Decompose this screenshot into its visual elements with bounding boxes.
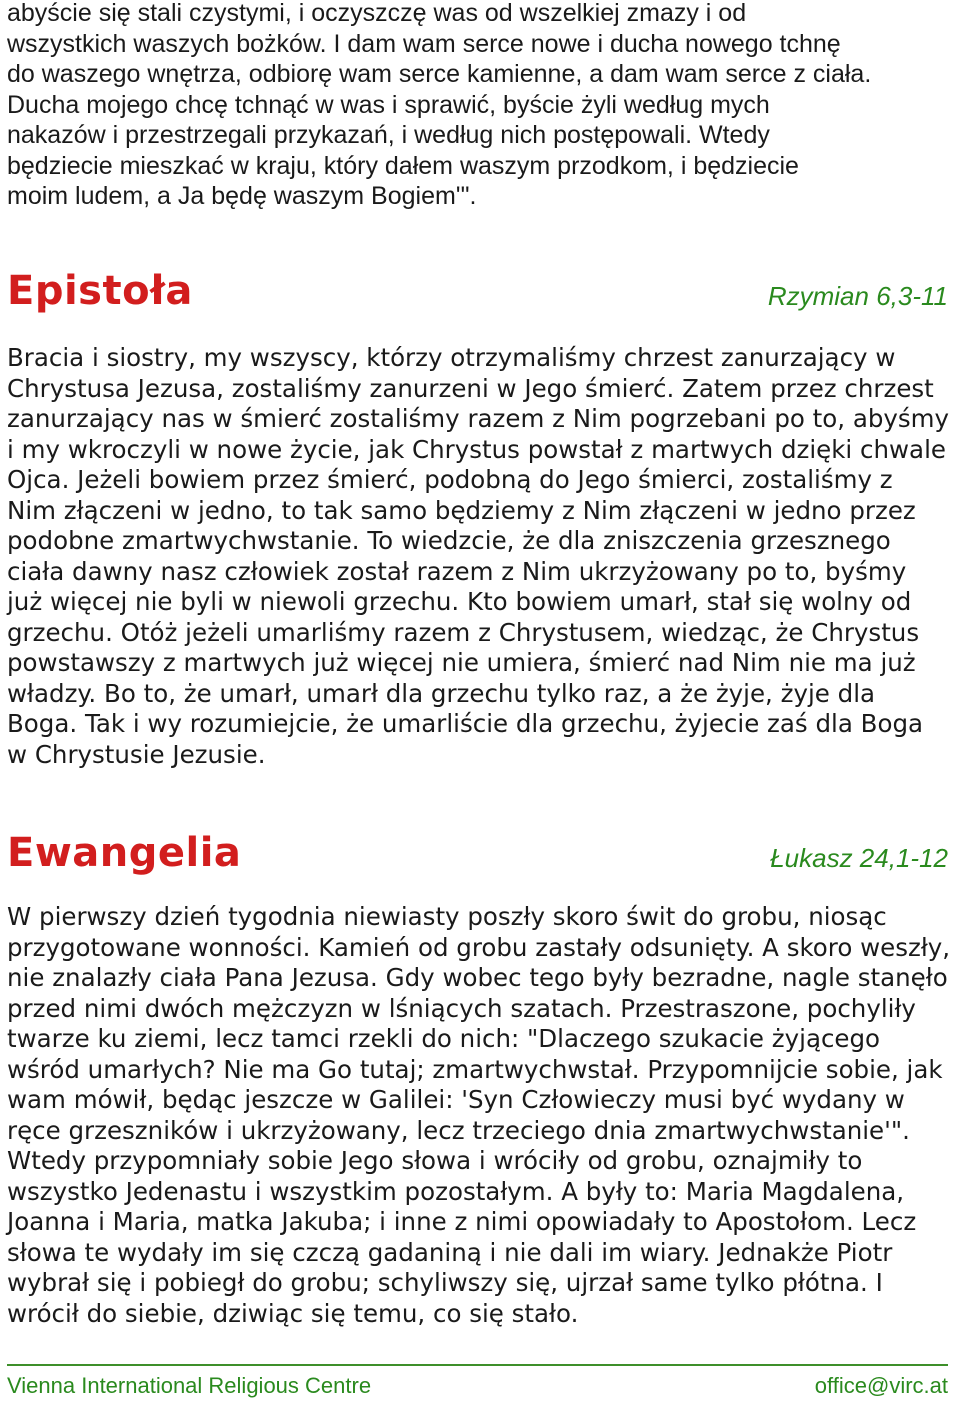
text-line: Ducha mojego chcę tchnąć w was i sprawić, byście żyli według mych	[7, 90, 770, 119]
text-line: podobne zmartwychwstanie. To wiedzcie, że dla zniszczenia grzesznego	[7, 526, 891, 555]
first-reading-text	[7, 0, 960, 212]
text-line: Joanna i Maria, matka Jakuba; i inne z nimi opowiadały to Apostołom. Lecz	[7, 1207, 917, 1236]
text-line: abyście się stali czystymi, i oczyszczę was od wszelkiej zmazy i od	[7, 0, 747, 27]
text-line: w Chrystusie Jezusie.	[7, 739, 266, 769]
text-line: wszystko Jedenastu i wszystkim pozostałym. A były to: Maria Magdalena,	[7, 1176, 905, 1206]
text-line: ręce grzeszników i ukrzyżowany, lecz trzeciego dnia zmartwychwstanie'".	[7, 1115, 910, 1145]
text-line: grzechu. Otóż jeżeli umarliśmy razem z Chrystusem, wiedząc, że Chrystus	[7, 617, 920, 647]
text-line: Ojca. Jeżeli bowiem przez śmierć, podobną do Jego śmierci, zostaliśmy z	[7, 465, 893, 494]
epistle-reference: Rzymian 6,3-11	[767, 281, 948, 311]
gospel-header	[7, 826, 948, 876]
text-line: Chrystusa Jezusa, zostaliśmy zanurzeni w Jego śmierć. Zatem przez chrzest	[7, 373, 934, 403]
text-line: moim ludem, a Ja będę waszym Bogiem'".	[7, 182, 477, 210]
text-line: Wtedy przypomniały sobie Jego słowa i wróciły od grobu, oznajmiły to	[7, 1146, 863, 1175]
text-line: powstawszy z martwych już więcej nie umiera, śmierć nad Nim nie ma już	[7, 648, 916, 677]
gospel-title: Ewangelia	[7, 830, 242, 876]
gospel-reference: Łukasz 24,1-12	[770, 843, 948, 873]
text-line: twarze ku ziemi, lecz tamci rzekli do nich: "Dlaczego szukacie żyjącego	[7, 1024, 881, 1053]
text-line: nie znalazły ciała Pana Jezusa. Gdy wobec tego były bezradne, nagle stanęło	[7, 963, 948, 992]
text-line: już więcej nie byli w niewoli grzechu. Kto bowiem umarł, stał się wolny od	[7, 587, 912, 616]
text-line: przed nimi dwóch mężczyzn w lśniących szatach. Przestraszone, pochyliły	[7, 993, 916, 1023]
epistle-header	[7, 264, 948, 314]
footer-divider	[7, 1364, 948, 1366]
text-line: wam mówił, będąc jeszcze w Galilei: 'Syn Człowieczy musi być wydany w	[7, 1085, 905, 1114]
text-line: W pierwszy dzień tygodnia niewiasty poszły skoro świt do grobu, niosąc	[7, 902, 887, 931]
text-line: nakazów i przestrzegali przykazań, i według nich postępowali. Wtedy	[7, 121, 770, 149]
footer-email-link[interactable]: office@virc.at	[814, 1373, 948, 1398]
text-line: wśród umarłych? Nie ma Go tutaj; zmartwychwstał. Przypomnijcie sobie, jak	[7, 1054, 943, 1084]
text-line: wrócił do siebie, dziwiąc się temu, co się stało.	[7, 1298, 579, 1328]
epistle-title: Epistoła	[7, 268, 193, 314]
text-line: wszystkich waszych bożków. I dam wam serce nowe i ducha nowego tchnę	[7, 29, 841, 58]
text-line: słowa te wydały im się czczą gadaniną i nie dali im wiary. Jednakże Piotr	[7, 1237, 893, 1267]
text-line: będziecie mieszkać w kraju, który dałem waszym przodkom, i będziecie	[7, 151, 799, 180]
text-line: władzy. Bo to, że umarł, umarł dla grzechu tylko raz, a że żyje, żyje dla	[7, 678, 876, 708]
text-line: Bracia i siostry, my wszyscy, którzy otrzymaliśmy chrzest zanurzający w	[7, 343, 896, 372]
text-line: zanurzający nas w śmierć zostaliśmy razem z Nim pogrzebani po to, abyśmy	[7, 404, 950, 433]
footer-organization: Vienna International Religious Centre	[7, 1373, 372, 1398]
text-line: i my wkroczyli w nowe życie, jak Chrystus powstał z martwych dzięki chwale	[7, 434, 946, 464]
text-line: Boga. Tak i wy rozumiejcie, że umarliście dla grzechu, żyjecie zaś dla Boga	[7, 709, 924, 738]
gospel-text	[7, 902, 960, 1329]
epistle-text	[7, 343, 960, 770]
text-line: Nim złączeni w jedno, to tak samo będziemy z Nim złączeni w jedno przez	[7, 495, 916, 525]
text-line: ciała dawny nasz człowiek został razem z Nim ukrzyżowany po to, byśmy	[7, 556, 907, 586]
text-line: przygotowane wonności. Kamień od grobu zastały odsunięty. A skoro weszły,	[7, 932, 951, 962]
text-line: do waszego wnętrza, odbiorę wam serce kamienne, a dam wam serce z ciała.	[7, 60, 872, 88]
text-line: wybrał się i pobiegł do grobu; schyliwszy się, ujrzał same tylko płótna. I	[7, 1268, 883, 1297]
